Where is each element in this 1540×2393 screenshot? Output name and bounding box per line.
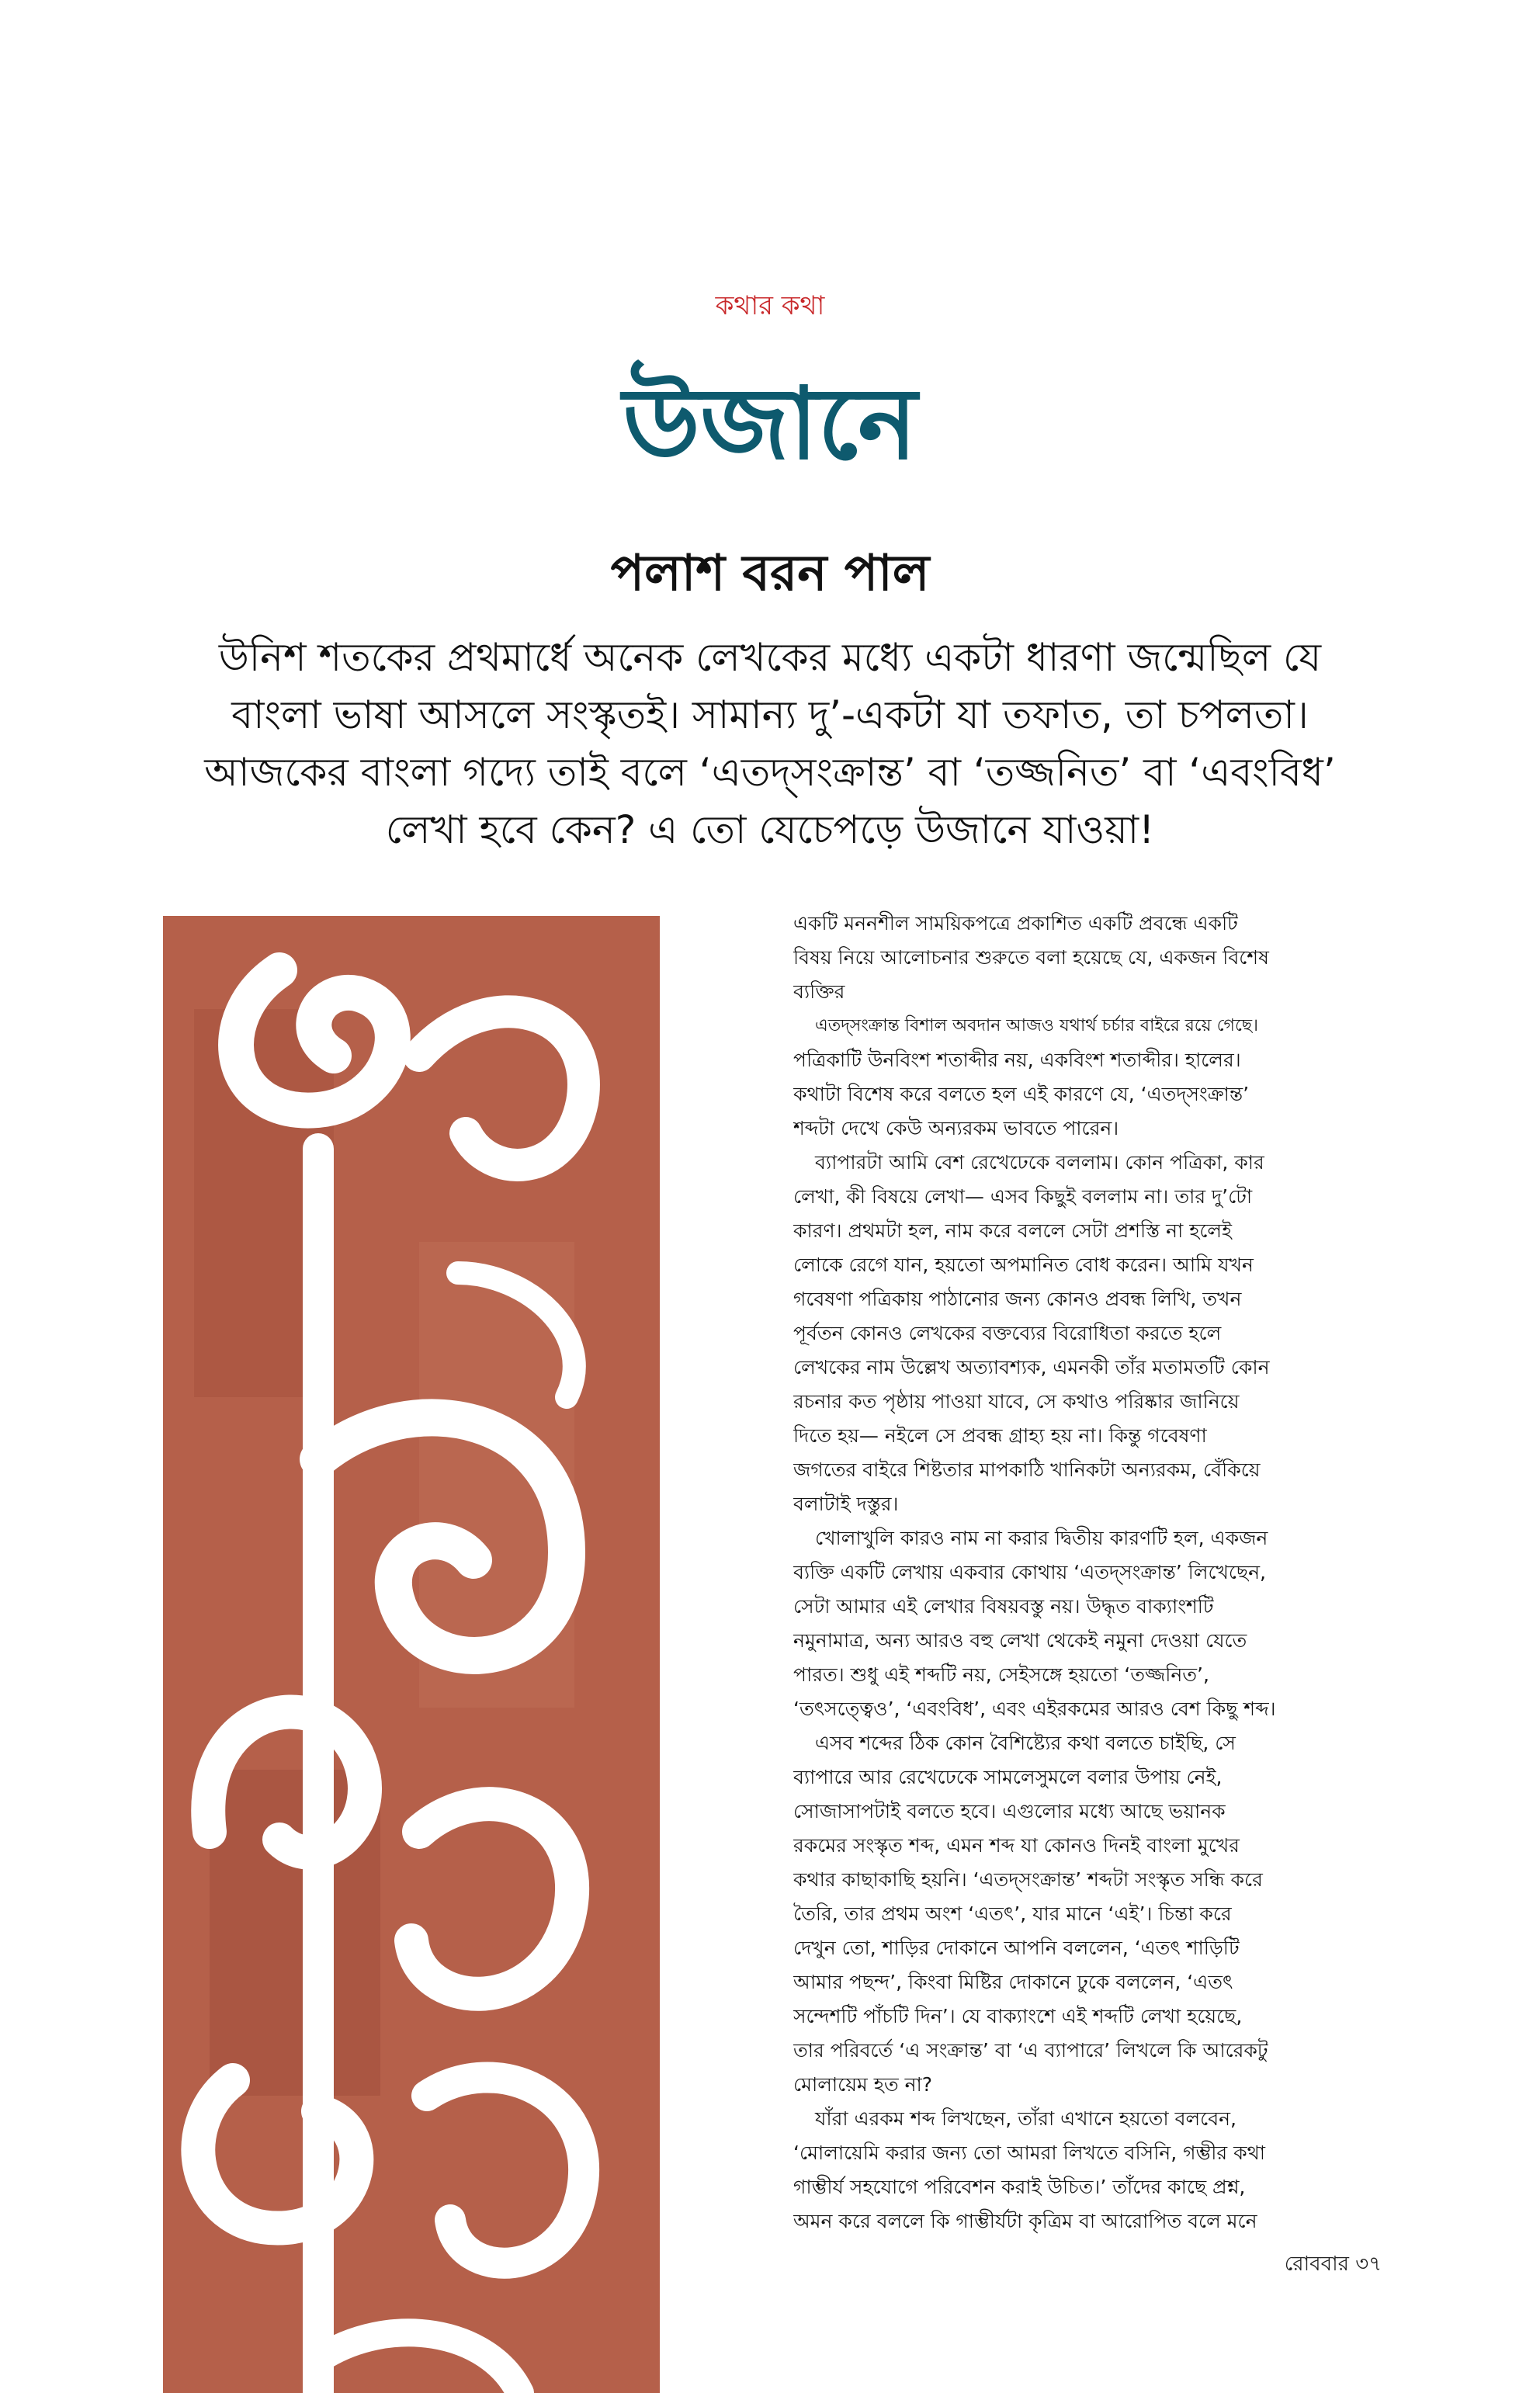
intro-line: আজকের বাংলা গদ্যে তাই বলে ‘এতদ্‌সংক্রান্ত’ বা ‘তজ্জনিত’ বা ‘এবংবিধ’ xyxy=(204,750,1336,795)
article-line: এসব শব্দের ঠিক কোন বৈশিষ্ট্যের কথা বলতে চাইছি, সে xyxy=(815,1732,1236,1754)
article-body xyxy=(793,907,1368,2239)
calligraphy-illustration xyxy=(163,916,660,2393)
article-title: উজানে xyxy=(623,366,917,482)
article-line: দিতে হয়— নইলে সে প্রবন্ধ গ্রাহ্য হয় না। কিন্তু গবেষণা xyxy=(793,1424,1207,1447)
article-line: পত্রিকাটি উনবিংশ শতাব্দীর নয়, একবিংশ শতাব্দীর। হালের। xyxy=(793,1049,1241,1071)
article-line: আমার পছন্দ’, কিংবা মিষ্টির দোকানে ঢুকে বললেন, ‘এতৎ xyxy=(793,1971,1233,1993)
intro-paragraph xyxy=(155,629,1385,858)
article-line: ‘মোলায়েমি করার জন্য তো আমরা লিখতে বসিনি, গম্ভীর কথা xyxy=(793,2142,1266,2164)
section-label: কথার কথা xyxy=(715,290,825,321)
article-quote-line: এতদ্‌সংক্রান্ত বিশাল অবদান আজও যথার্থ চর্চার বাইরে রয়ে গেছে। xyxy=(815,1016,1258,1035)
article-line: বিষয় নিয়ে আলোচনার শুরুতে বলা হয়েছে যে, একজন বিশেষ xyxy=(793,946,1269,969)
article-line: কথাটা বিশেষ করে বলতে হল এই কারণে যে, ‘এতদ্‌সংক্রান্ত’ xyxy=(793,1083,1250,1105)
article-line: একটি মননশীল সাময়িকপত্রে প্রকাশিত একটি প্রবন্ধে একটি xyxy=(793,912,1238,935)
article-line: কারণ। প্রথমটা হল, নাম করে বললে সেটা প্রশস্তি না হলেই xyxy=(793,1219,1233,1242)
article-line: রচনার কত পৃষ্ঠায় পাওয়া যাবে, সে কথাও পরিষ্কার জানিয়ে xyxy=(793,1390,1240,1413)
article-line: সেটা আমার এই লেখার বিষয়বস্তু নয়। উদ্ধৃত বাক্যাংশটি xyxy=(793,1595,1214,1618)
article-line: জগতের বাইরে শিষ্টতার মাপকাঠি খানিকটা অন্যরকম, বেঁকিয়ে xyxy=(793,1458,1261,1481)
author-name: পলাশ বরন পাল xyxy=(610,545,930,602)
intro-line: বাংলা ভাষা আসলে সংস্কৃতই। সামান্য দু’-একটা যা তফাত, তা চপলতা। xyxy=(231,692,1309,737)
intro-line: উনিশ শতকের প্রথমার্ধে অনেক লেখকের মধ্যে একটা ধারণা জন্মেছিল যে xyxy=(218,635,1322,680)
article-line: লোকে রেগে যান, হয়তো অপমানিত বোধ করেন। আমি যখন xyxy=(793,1254,1254,1276)
article-line: ‘তৎসত্ত্বেও’, ‘এবংবিধ’, এবং এইরকমের আরও বেশ কিছু শব্দ। xyxy=(793,1698,1276,1720)
article-line: গাম্ভীর্য সহযোগে পরিবেশন করাই উচিত।’ তাঁদের কাছে প্রশ্ন, xyxy=(793,2176,1246,2198)
article-line: লেখা, কী বিষয়ে লেখা— এসব কিছুই বললাম না। তার দু’টো xyxy=(793,1185,1253,1208)
article-line: সন্দেশটি পাঁচটি দিন’। যে বাক্যাংশে এই শব্দটি লেখা হয়েছে, xyxy=(793,2005,1243,2027)
article-line: শব্দটা দেখে কেউ অন্যরকম ভাবতে পারেন। xyxy=(793,1117,1119,1139)
article-line: ব্যক্তি একটি লেখায় একবার কোথায় ‘এতদ্‌সংক্রান্ত’ লিখেছেন, xyxy=(793,1561,1266,1583)
article-line: যাঁরা এরকম শব্দ লিখছেন, তাঁরা এখানে হয়তো বলবেন, xyxy=(815,2107,1237,2130)
intro-line: লেখা হবে কেন? এ তো যেচেপড়ে উজানে যাওয়া! xyxy=(385,807,1155,852)
article-line: কথার কাছাকাছি হয়নি। ‘এতদ্‌সংক্রান্ত’ শব্দটা সংস্কৃত সন্ধি করে xyxy=(793,1868,1263,1891)
article-line: খোলাখুলি কারও নাম না করার দ্বিতীয় কারণটি হল, একজন xyxy=(815,1527,1268,1549)
article-line: দেখুন তো, শাড়ির দোকানে আপনি বললেন, ‘এতৎ শাড়িটি xyxy=(793,1937,1240,1959)
article-line: অমন করে বললে কি গাম্ভীর্যটা কৃত্রিম বা আরোপিত বলে মনে xyxy=(793,2210,1257,2232)
article-line: লেখকের নাম উল্লেখ অত্যাবশ্যক, এমনকী তাঁর মতামতটি কোন xyxy=(793,1356,1270,1379)
article-line: মোলায়েম হত না? xyxy=(793,2073,933,2096)
article-line: নমুনামাত্র, অন্য আরও বহু লেখা থেকেই নমুনা দেওয়া যেতে xyxy=(793,1629,1247,1652)
article-line: পারত। শুধু এই শব্দটি নয়, সেইসঙ্গে হয়তো ‘তজ্জনিত’, xyxy=(793,1663,1209,1686)
article-line: বলাটাই দস্তুর। xyxy=(793,1493,899,1515)
article-line: তৈরি, তার প্রথম অংশ ‘এতৎ’, যার মানে ‘এই’। চিন্তা করে xyxy=(793,1902,1232,1925)
article-line: তার পরিবর্তে ‘এ সংক্রান্ত’ বা ‘এ ব্যাপারে’ লিখলে কি আরেকটু xyxy=(793,2039,1268,2062)
article-line: ব্যক্তির xyxy=(793,980,845,1003)
page-footer: রোববার ৩৭ xyxy=(1284,2253,1382,2276)
article-line: সোজাসাপটাই বলতে হবে। এগুলোর মধ্যে আছে ভয়ানক xyxy=(793,1800,1226,1822)
article-line: গবেষণা পত্রিকায় পাঠানোর জন্য কোনও প্রবন্ধ লিখি, তখন xyxy=(793,1288,1242,1310)
article-line: পূর্বতন কোনও লেখকের বক্তব্যের বিরোধিতা করতে হলে xyxy=(793,1322,1222,1344)
calligraphic-bengali-letter-art xyxy=(163,916,660,2393)
article-line: ব্যাপারে আর রেখেঢেকে সামলেসুমলে বলার উপায় নেই, xyxy=(793,1766,1223,1788)
article-line: ব্যাপারটা আমি বেশ রেখেঢেকে বললাম। কোন পত্রিকা, কার xyxy=(815,1151,1264,1174)
article-line: রকমের সংস্কৃত শব্দ, এমন শব্দ যা কোনও দিনই বাংলা মুখের xyxy=(793,1834,1240,1857)
